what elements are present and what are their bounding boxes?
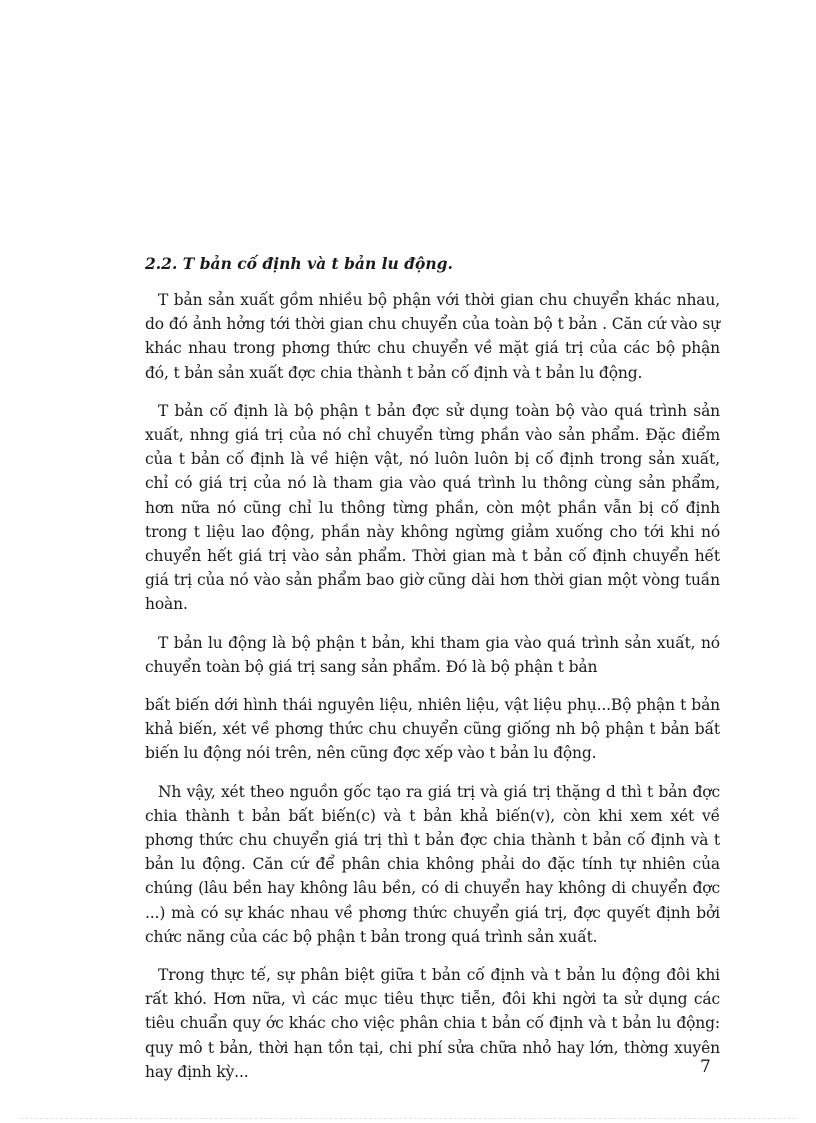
page-number: 7 xyxy=(700,1057,711,1077)
paragraph-intro: T bản sản xuất gồm nhiều bộ phận với thời gian chu chuyển khác nhau, do đó ảnh hởng tới thời gian chu chuyển của toàn bộ t bản . Căn cứ vào sự khác nhau trong phơng thức chu chuyển về mặt giá trị của các bộ phận đó, t bản sản xuất đợc chia thành t bản cố định và t bản lu động. xyxy=(145,291,720,382)
paragraph-circulating-capital: T bản lu động là bộ phận t bản, khi tham gia vào quá trình sản xuất, nó chuyển toàn bộ giá trị sang sản phẩm. Đó là bộ phận t bản xyxy=(145,633,720,676)
page-bottom-edge xyxy=(20,1118,796,1119)
paragraph-comparison: Nh vậy, xét theo nguồn gốc tạo ra giá trị và giá trị thặng d thì t bản đợc chia thành t bản bất biến(c) và t bản khả biến(v), còn khi xem xét về phơng thức chu chuyển giá trị thì t bản đợc chia thành t bản cố định và t bản lu động. Căn cứ để phân chia không phải do đặc tính tự nhiên của chúng (lâu bền hay không lâu bền, có di chuyển hay không di chuyển đợc ...) mà có sự khác nhau về phơng thức chuyển giá trị, đợc quyết định bởi chức năng của các bộ phận t bản trong quá trình sản xuất. xyxy=(145,782,720,946)
paragraph-fixed-capital: T bản cố định là bộ phận t bản đợc sử dụng toàn bộ vào quá trình sản xuất, nhng giá trị của nó chỉ chuyển từng phần vào sản phẩm. Đặc điểm của t bản cố định là về hiện vật, nó luôn luôn bị cố định trong sản xuất, chỉ có giá trị của nó là tham gia vào quá trình lu thông cùng sản phẩm, hơn nữa nó cũng chỉ lu thông từng phần, còn một phần vẫn bị cố định trong t liệu lao động, phần này không ngừng giảm xuống cho tới khi nó chuyển hết giá trị vào sản phẩm. Thời gian mà t bản cố định chuyển hết giá trị của nó vào sản phẩm bao giờ cũng dài hơn thời gian một vòng tuần hoàn. xyxy=(145,401,720,614)
paragraph-practice: Trong thực tế, sự phân biệt giữa t bản cố định và t bản lu động đôi khi rất khó. Hơn nữa, vì các mục tiêu thực tiễn, đôi khi ngời ta sử dụng các tiêu chuẩn quy ớc khác cho việc phân chia t bản cố định và t bản lu động: quy mô t bản, thời hạn tồn tại, chi phí sửa chữa nhỏ hay lớn, thờng xuyên hay định kỳ... xyxy=(145,966,720,1081)
paragraph-circulating-capital-continued: bất biến dới hình thái nguyên liệu, nhiên liệu, vật liệu phụ...Bộ phận t bản khả biến, xét về phơng thức chu chuyển cũng giống nh bộ phận t bản bất biến lu động nói trên, nên cũng đợc xếp vào t bản lu động. xyxy=(145,696,720,763)
section-heading: 2.2. T bản cố định và t bản lu động. xyxy=(145,254,453,273)
page-content xyxy=(145,252,720,1098)
